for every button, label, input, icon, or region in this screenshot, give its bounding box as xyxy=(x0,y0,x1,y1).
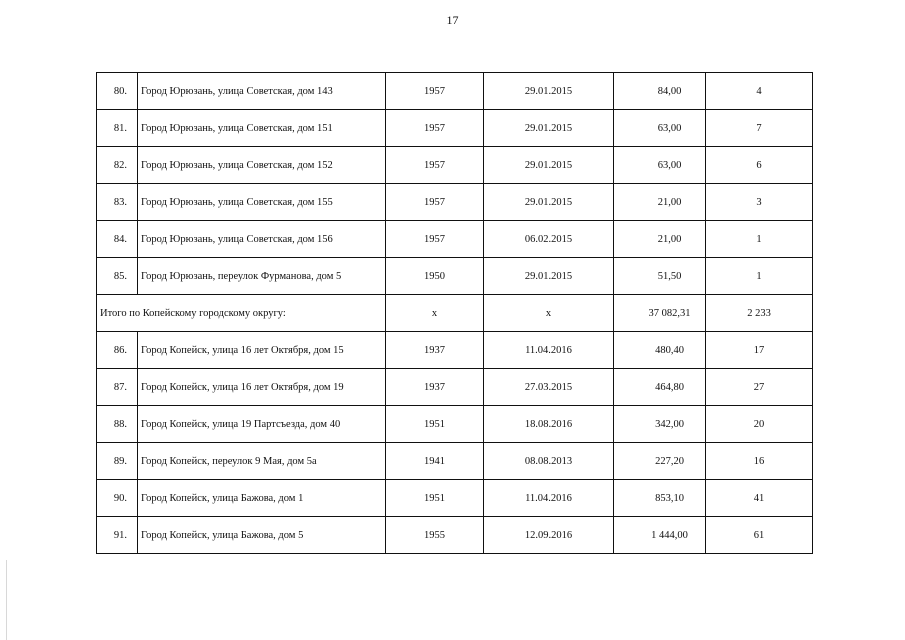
table-row xyxy=(97,406,813,443)
table-body-before xyxy=(97,73,813,295)
row-area: 464,80 xyxy=(614,369,706,406)
row-number: 83. xyxy=(97,184,138,221)
row-year: 1950 xyxy=(386,258,484,295)
row-area: 51,50 xyxy=(614,258,706,295)
row-address: Город Копейск, переулок 9 Мая, дом 5а xyxy=(138,443,386,480)
table-row xyxy=(97,332,813,369)
row-address: Город Копейск, улица 16 лет Октября, дом 19 xyxy=(138,369,386,406)
row-area: 63,00 xyxy=(614,110,706,147)
table-body-after xyxy=(97,332,813,554)
row-area: 63,00 xyxy=(614,147,706,184)
row-count: 3 xyxy=(706,184,813,221)
row-count: 4 xyxy=(706,73,813,110)
table-row xyxy=(97,517,813,554)
row-year: 1957 xyxy=(386,221,484,258)
row-number: 90. xyxy=(97,480,138,517)
row-count: 20 xyxy=(706,406,813,443)
table-row xyxy=(97,258,813,295)
row-date: 12.09.2016 xyxy=(484,517,614,554)
row-count: 61 xyxy=(706,517,813,554)
row-date: 29.01.2015 xyxy=(484,147,614,184)
row-count: 27 xyxy=(706,369,813,406)
row-year: 1951 xyxy=(386,406,484,443)
row-count: 17 xyxy=(706,332,813,369)
row-area: 84,00 xyxy=(614,73,706,110)
subtotal-date: х xyxy=(484,295,614,332)
row-date: 08.08.2013 xyxy=(484,443,614,480)
row-date: 29.01.2015 xyxy=(484,110,614,147)
table-row xyxy=(97,480,813,517)
row-year: 1937 xyxy=(386,369,484,406)
subtotal-label: Итого по Копейскому городскому округу: xyxy=(97,295,386,332)
row-year: 1937 xyxy=(386,332,484,369)
row-year: 1957 xyxy=(386,73,484,110)
row-address: Город Юрюзань, улица Советская, дом 143 xyxy=(138,73,386,110)
row-number: 85. xyxy=(97,258,138,295)
row-number: 91. xyxy=(97,517,138,554)
row-address: Город Юрюзань, улица Советская, дом 152 xyxy=(138,147,386,184)
housing-table xyxy=(96,72,813,554)
subtotal-count: 2 233 xyxy=(706,295,813,332)
row-address: Город Копейск, улица Бажова, дом 5 xyxy=(138,517,386,554)
row-year: 1957 xyxy=(386,110,484,147)
row-area: 21,00 xyxy=(614,184,706,221)
table-row xyxy=(97,110,813,147)
row-date: 06.02.2015 xyxy=(484,221,614,258)
table-row xyxy=(97,221,813,258)
row-date: 29.01.2015 xyxy=(484,73,614,110)
row-count: 41 xyxy=(706,480,813,517)
subtotal-area: 37 082,31 xyxy=(614,295,706,332)
row-number: 88. xyxy=(97,406,138,443)
row-date: 27.03.2015 xyxy=(484,369,614,406)
row-count: 1 xyxy=(706,221,813,258)
row-address: Город Копейск, улица 19 Партсъезда, дом 40 xyxy=(138,406,386,443)
row-date: 11.04.2016 xyxy=(484,332,614,369)
row-date: 11.04.2016 xyxy=(484,480,614,517)
row-area: 21,00 xyxy=(614,221,706,258)
row-address: Город Копейск, улица Бажова, дом 1 xyxy=(138,480,386,517)
row-number: 89. xyxy=(97,443,138,480)
subtotal-year: х xyxy=(386,295,484,332)
table-row xyxy=(97,369,813,406)
row-count: 6 xyxy=(706,147,813,184)
row-address: Город Юрюзань, переулок Фурманова, дом 5 xyxy=(138,258,386,295)
row-count: 16 xyxy=(706,443,813,480)
row-year: 1955 xyxy=(386,517,484,554)
row-year: 1951 xyxy=(386,480,484,517)
scan-edge-line xyxy=(6,560,7,640)
table-row xyxy=(97,73,813,110)
row-number: 87. xyxy=(97,369,138,406)
row-area: 227,20 xyxy=(614,443,706,480)
table-subtotal xyxy=(97,295,813,332)
row-date: 18.08.2016 xyxy=(484,406,614,443)
row-year: 1941 xyxy=(386,443,484,480)
row-area: 342,00 xyxy=(614,406,706,443)
row-number: 86. xyxy=(97,332,138,369)
row-area: 853,10 xyxy=(614,480,706,517)
row-number: 80. xyxy=(97,73,138,110)
row-count: 1 xyxy=(706,258,813,295)
row-year: 1957 xyxy=(386,184,484,221)
subtotal-row xyxy=(97,295,813,332)
row-address: Город Копейск, улица 16 лет Октября, дом 15 xyxy=(138,332,386,369)
row-date: 29.01.2015 xyxy=(484,258,614,295)
row-address: Город Юрюзань, улица Советская, дом 151 xyxy=(138,110,386,147)
row-area: 480,40 xyxy=(614,332,706,369)
row-count: 7 xyxy=(706,110,813,147)
page-number: 17 xyxy=(446,13,459,27)
row-date: 29.01.2015 xyxy=(484,184,614,221)
row-address: Город Юрюзань, улица Советская, дом 155 xyxy=(138,184,386,221)
row-area: 1 444,00 xyxy=(614,517,706,554)
row-number: 81. xyxy=(97,110,138,147)
table-row xyxy=(97,184,813,221)
row-address: Город Юрюзань, улица Советская, дом 156 xyxy=(138,221,386,258)
table-row xyxy=(97,443,813,480)
row-number: 84. xyxy=(97,221,138,258)
row-number: 82. xyxy=(97,147,138,184)
row-year: 1957 xyxy=(386,147,484,184)
table-row xyxy=(97,147,813,184)
